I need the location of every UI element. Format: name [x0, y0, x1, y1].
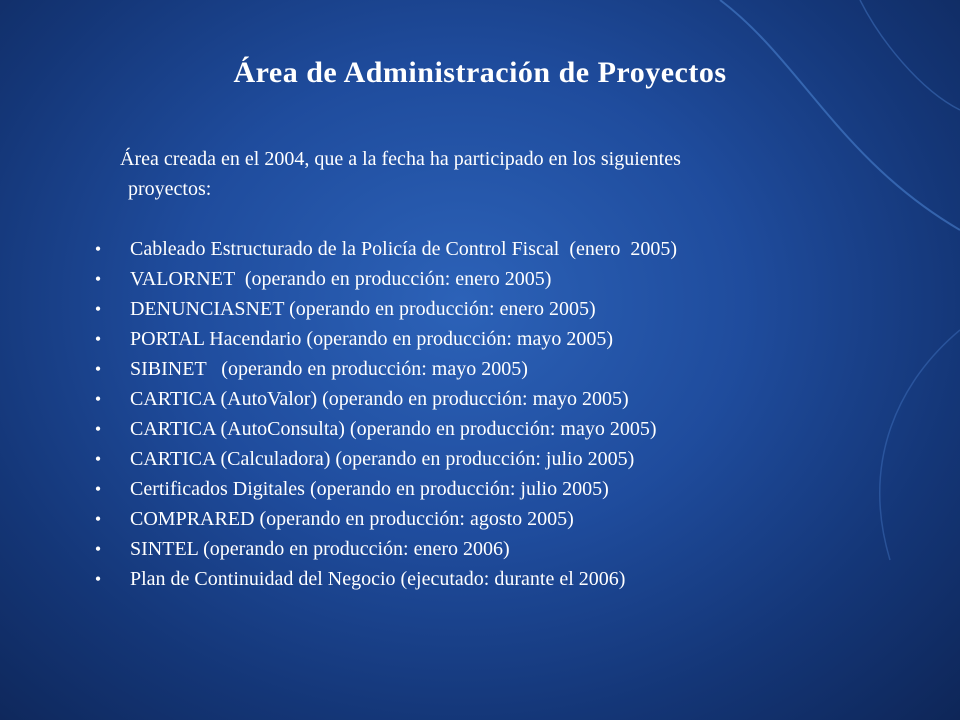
- list-item-text: Certificados Digitales (operando en producción: julio 2005): [130, 478, 609, 500]
- list-item-text: SINTEL (operando en producción: enero 2006): [130, 538, 510, 560]
- list-item: [90, 264, 910, 294]
- bullet-icon: •: [94, 479, 102, 499]
- bullet-icon: •: [94, 329, 102, 349]
- list-item: [90, 324, 910, 354]
- list-item-text: CARTICA (AutoValor) (operando en producción: mayo 2005): [130, 388, 629, 410]
- bullet-icon: •: [94, 539, 102, 559]
- bullet-icon: •: [94, 449, 102, 469]
- list-item-text: VALORNET (operando en producción: enero 2005): [130, 268, 552, 290]
- list-item-text: Plan de Continuidad del Negocio (ejecutado: durante el 2006): [130, 568, 626, 590]
- list-item-text: COMPRARED (operando en producción: agosto 2005): [130, 508, 574, 530]
- list-item-text: CARTICA (AutoConsulta) (operando en producción: mayo 2005): [130, 418, 657, 440]
- intro-line-1: Área creada en el 2004, que a la fecha ha participado en los siguientes: [120, 148, 681, 170]
- bullet-icon: •: [94, 569, 102, 589]
- intro-paragraph: [120, 144, 860, 204]
- bullet-icon: •: [94, 509, 102, 529]
- project-list: [90, 234, 910, 594]
- slide-title: Área de Administración de Proyectos: [233, 56, 727, 89]
- list-item: [90, 414, 910, 444]
- list-item: [90, 534, 910, 564]
- list-item-text: PORTAL Hacendario (operando en producción: mayo 2005): [130, 328, 613, 350]
- list-item: [90, 234, 910, 264]
- list-item-text: Cableado Estructurado de la Policía de Control Fiscal (enero 2005): [130, 238, 678, 260]
- bullet-icon: •: [94, 299, 102, 319]
- bullet-icon: •: [94, 359, 102, 379]
- bullet-icon: •: [94, 239, 102, 259]
- decorative-curve-top-right-outer: [860, 0, 960, 110]
- list-item-text: SIBINET (operando en producción: mayo 2005): [130, 358, 528, 380]
- list-item: [90, 294, 910, 324]
- list-item-text: DENUNCIASNET (operando en producción: enero 2005): [130, 298, 596, 320]
- intro-line-2: proyectos:: [128, 178, 212, 200]
- list-item: [90, 354, 910, 384]
- list-item: [90, 384, 910, 414]
- list-item: [90, 444, 910, 474]
- list-item: [90, 564, 910, 594]
- bullet-icon: •: [94, 389, 102, 409]
- list-item: [90, 474, 910, 504]
- bullet-icon: •: [94, 269, 102, 289]
- list-item-text: CARTICA (Calculadora) (operando en producción: julio 2005): [130, 448, 635, 470]
- bullet-icon: •: [94, 419, 102, 439]
- list-item: [90, 504, 910, 534]
